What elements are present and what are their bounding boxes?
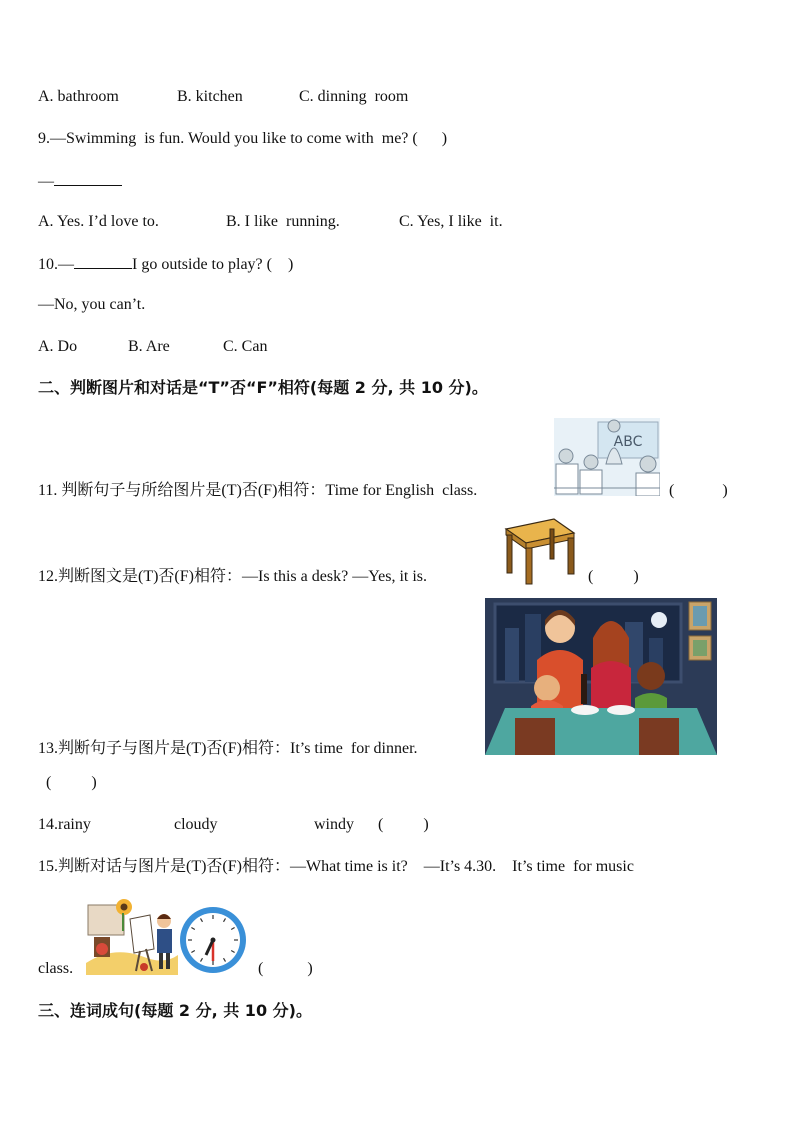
q9-reply-dash: —: [38, 173, 54, 190]
q15-answer-paren[interactable]: ( ): [258, 960, 313, 977]
q12-answer-paren[interactable]: ( ): [588, 568, 639, 585]
q9-option-c: C. Yes, I like it.: [399, 213, 503, 230]
section-2-heading: 二、判断图片和对话是“T”否“F”相符(每题 2 分, 共 10 分)。: [38, 378, 488, 397]
section-3-heading: 三、连词成句(每题 2 分, 共 10 分)。: [38, 1001, 312, 1020]
q10-prompt: [38, 254, 293, 275]
q13-text: 13.判断句子与图片是(T)否(F)相符：It’s time for dinner.: [38, 740, 418, 757]
q10-option-a: A. Do: [38, 338, 78, 355]
q10-reply: —No, you can’t.: [38, 296, 146, 313]
q14-word-a: 14.rainy: [38, 816, 91, 833]
q10-text: I go outside to play? ( ): [132, 256, 294, 273]
clock-icon: [178, 905, 248, 975]
q12-text: 12.判断图文是(T)否(F)相符：—Is this a desk? —Yes, it is.: [38, 568, 428, 585]
q10-option-c: C. Can: [223, 338, 268, 355]
family-dinner-image: [485, 598, 717, 755]
classroom-image: [554, 418, 660, 496]
q14-answer-paren[interactable]: ( ): [378, 816, 429, 833]
q15-text-continued: class.: [38, 960, 74, 977]
q10-number: 10.—: [38, 256, 74, 273]
q13-answer-paren[interactable]: ( ): [46, 774, 97, 791]
board-text: ABC: [613, 434, 643, 450]
q14-word-c: windy: [314, 816, 354, 833]
q8-option-b: B. kitchen: [177, 88, 243, 105]
q9-option-b: B. I like running.: [226, 213, 340, 230]
q14-word-b: cloudy: [174, 816, 218, 833]
table-image: [498, 515, 576, 585]
q15-text: 15.判断对话与图片是(T)否(F)相符：—What time is it? —It’s 4.30. It’s time for music: [38, 858, 634, 875]
q8-option-a: A. bathroom: [38, 88, 119, 105]
q8-option-c: C. dinning room: [299, 88, 409, 105]
q10-option-b: B. Are: [128, 338, 170, 355]
art-class-image: [84, 893, 180, 975]
q9-answer-blank: [54, 171, 122, 186]
q9-option-a: A. Yes. I’d love to.: [38, 213, 159, 230]
q11-text: 11. 判断句子与所给图片是(T)否(F)相符：Time for English class.: [38, 482, 478, 499]
q11-answer-paren[interactable]: ( ): [669, 482, 728, 499]
q10-blank: [74, 254, 132, 269]
q9-reply-line: [38, 171, 122, 192]
q9-prompt: 9.—Swimming is fun. Would you like to come with me? ( ): [38, 130, 448, 147]
